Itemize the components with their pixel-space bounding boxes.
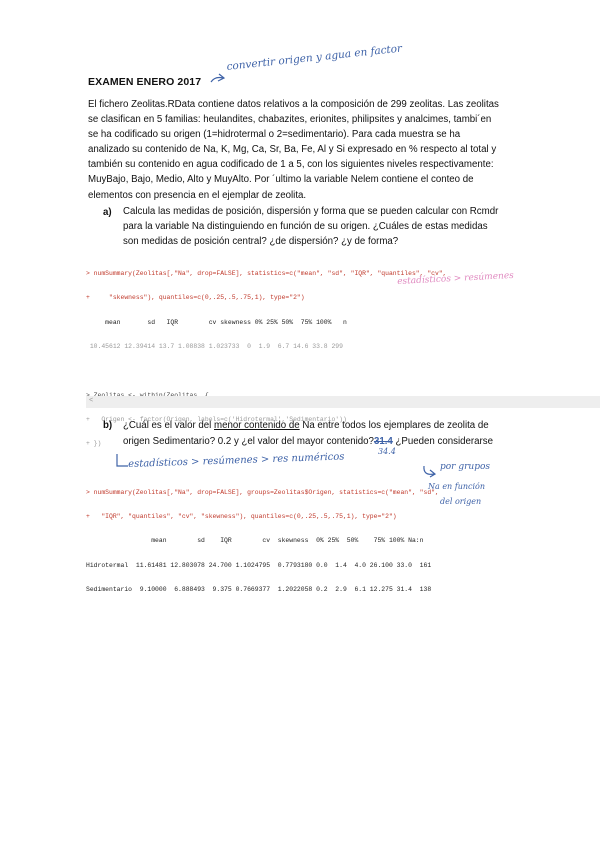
question-b-line-2 [123, 434, 523, 450]
handwritten-group-note: del origen [440, 497, 482, 506]
page-title: EXAMEN ENERO 2017 [88, 76, 202, 88]
console-line: mean sd IQR cv skewness 0% 25% 50% 75% 100% n [86, 318, 347, 326]
question-b-handwritten-mark: 31.4 [373, 436, 393, 447]
console-line: + "skewness"), quantiles=c(0,.25,.5,.75,1), type="2") [86, 294, 305, 302]
intro-line: El fichero Zeolitas.RData contiene datos relativos a la composición de 299 zeolitas. Las zeolitas [88, 99, 499, 110]
question-b-line-1 [123, 418, 523, 434]
console-line [86, 367, 600, 375]
console-scrollbar[interactable] [86, 396, 600, 408]
question-b-marker: b) [103, 420, 113, 431]
handwritten-note-top: convertir origen y agua en factor [226, 42, 403, 73]
intro-line: también su contenido en agua codificado de 1 a 5, con los siguientes niveles respectivamente: [88, 159, 494, 171]
intro-line: analizado su contenido de Na, K, Mg, Ca, Sr, Ba, Fe, Al y Si expresado en % respecto al total y [88, 144, 497, 156]
question-b-text-part: ¿Pueden considerarse [392, 436, 493, 447]
question-b-text [123, 418, 523, 450]
console-line: > numSummary(Zeolitas[,"Na", drop=FALSE], groups=Zeolitas$Origen, statistics=c("mean", "sd", [86, 488, 439, 496]
console-line: 10.45612 12.39414 13.7 1.08838 1.023733 0 1.9 6.7 14.6 33.8 299 [86, 343, 343, 351]
intro-line: se clasifican en 5 familias: heulandites, chabazites, erionites, philipsites y analcimes, tambi´en [88, 114, 492, 126]
question-a-text [123, 204, 523, 250]
question-b-text-part: origen Sedimentario? 0.2 y ¿el valor del mayor contenido? [123, 436, 374, 447]
console-line: mean sd IQR cv skewness 0% 25% 50% 75% 100% Na:n [86, 537, 424, 545]
handwritten-value: 34.4 [378, 447, 396, 456]
console-line: + }) [86, 440, 102, 448]
console-line: Hidrotermal 11.61481 12.803078 24.700 1.1024795 0.7793180 0.0 1.4 4.0 26.100 33.0 161 [86, 561, 432, 569]
handwritten-menu-path: estadísticos > resúmenes > res numéricos [128, 451, 345, 470]
intro-line: MuyBajo, Bajo, Medio, Alto y MuyAlto. Por ´ultimo la variable Nelem contiene el conteo de [88, 174, 474, 186]
intro-line: se ha codificado su origen (1=hidrotermal o 2=sedimentario). Para cada muestra se ha [88, 129, 461, 141]
question-b-underlined: menor contenido de [214, 420, 300, 431]
handwritten-group-note: Na en función [428, 482, 486, 491]
arrow-annotation [420, 462, 442, 482]
intro-line: elementos con presencia en el ejemplar de zeolita. [88, 189, 307, 201]
question-a-line: son medidas de posición central? ¿de dispersión? ¿y de forma? [123, 236, 399, 248]
console-line: + "IQR", "quantiles", "cv", "skewness"), quantiles=c(0,.25,.5,.75,1), type="2") [86, 513, 397, 520]
scroll-left-icon[interactable]: < [89, 397, 94, 405]
console-line: > numSummary(Zeolitas[,"Na", drop=FALSE], statistics=c("mean", "sd", "IQR", "quantiles", "cv", [86, 270, 447, 278]
console-line: + Origen <- factor(Origen, labels=c('Hidrotermal','Sedimentario')) [86, 415, 347, 423]
question-a-line: para la variable Na distinguiendo en función de su origen. ¿Cuáles de estas medidas [123, 221, 488, 233]
console-line: Sedimentario 9.10000 6.888493 9.375 0.7669377 1.2022058 0.2 2.9 6.1 12.275 31.4 138 [86, 585, 432, 593]
question-b-text-part: ¿Cuál es el valor del [123, 420, 214, 431]
question-b-text-part: Na entre todos los ejemplares de zeolita de [299, 420, 489, 431]
handwritten-group-note: por grupos [440, 462, 491, 472]
question-a-marker: a) [103, 207, 112, 218]
question-a-line: Calcula las medidas de posición, dispersión y forma que se pueden calcular con Rcmdr [123, 206, 499, 217]
handwritten-note-console: estadísticos > resúmenes [397, 270, 515, 287]
intro-paragraph [88, 97, 513, 203]
